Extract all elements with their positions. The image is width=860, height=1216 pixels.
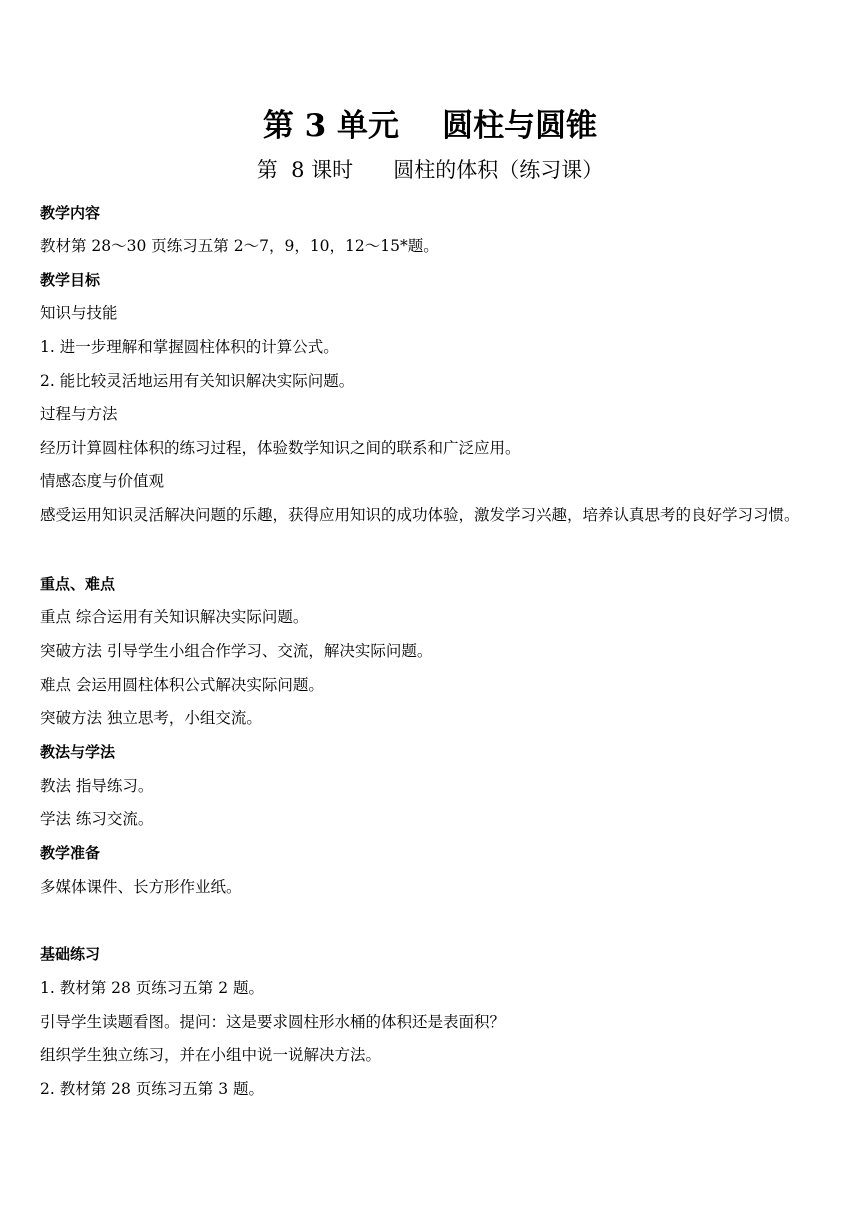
practice-item-1-guide: 引导学生读题看图。提问：这是要求圆柱形水桶的体积还是表面积？ (40, 1013, 506, 1031)
knowledge-item-1: 1. 进一步理解和掌握圆柱体积的计算公式。 (40, 338, 339, 356)
knowledge-heading: 知识与技能 (40, 304, 118, 322)
teaching-method: 教法 指导练习。 (40, 777, 154, 795)
practice-item-1: 1. 教材第 28 页练习五第 2 题。 (40, 979, 265, 997)
difficult-point: 难点 会运用圆柱体积公式解决实际问题。 (40, 676, 324, 694)
section-heading-teaching-content: 教学内容 (40, 204, 101, 222)
difficult-point-method: 突破方法 独立思考，小组交流。 (40, 709, 262, 727)
section-heading-basic-practice: 基础练习 (40, 945, 101, 963)
knowledge-item-2: 2. 能比较灵活地运用有关知识解决实际问题。 (40, 372, 355, 390)
process-heading: 过程与方法 (40, 405, 118, 423)
section-heading-key-points: 重点、难点 (40, 575, 116, 593)
section-heading-methods: 教法与学法 (40, 743, 116, 761)
lesson-title: 第 8 课时 圆柱的体积（练习课） (256, 158, 604, 182)
unit-title: 第 3 单元 圆柱与圆锥 (262, 108, 598, 144)
learning-method: 学法 练习交流。 (40, 810, 154, 828)
practice-item-1-organize: 组织学生独立练习，并在小组中说一说解决方法。 (40, 1046, 382, 1064)
emotion-text: 感受运用知识灵活解决问题的乐趣，获得应用知识的成功体验，激发学习兴趣，培养认真思考的良好学习习惯。 (40, 506, 800, 524)
section-heading-teaching-goals: 教学目标 (40, 271, 101, 289)
practice-item-2: 2. 教材第 28 页练习五第 3 题。 (40, 1080, 265, 1098)
key-point: 重点 综合运用有关知识解决实际问题。 (40, 608, 309, 626)
preparation-text: 多媒体课件、长方形作业纸。 (40, 878, 242, 896)
section-heading-preparation: 教学准备 (40, 844, 101, 862)
key-point-method: 突破方法 引导学生小组合作学习、交流，解决实际问题。 (40, 642, 433, 660)
teaching-content-text: 教材第 28～30 页练习五第 2～7，9，10，12～15*题。 (40, 237, 439, 255)
process-text: 经历计算圆柱体积的练习过程，体验数学知识之间的联系和广泛应用。 (40, 439, 521, 457)
emotion-heading: 情感态度与价值观 (40, 472, 165, 490)
